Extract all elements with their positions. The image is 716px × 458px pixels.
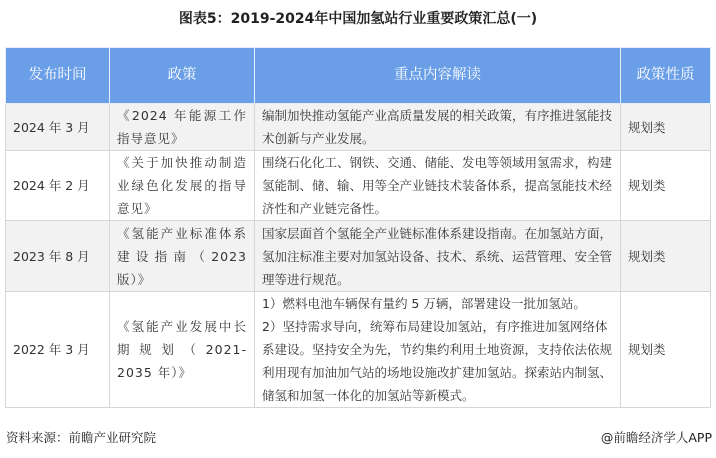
header-policy: 政策 <box>110 48 255 104</box>
cell-date: 2024 年 3 月 <box>6 104 110 151</box>
policy-table <box>5 47 711 408</box>
cell-type: 规划类 <box>621 292 711 408</box>
figure-title: 图表5：2019-2024年中国加氢站行业重要政策汇总(一) <box>178 11 538 27</box>
table-row <box>6 104 711 151</box>
header-content: 重点内容解读 <box>255 48 621 104</box>
cell-type: 规划类 <box>621 221 711 292</box>
cell-policy: 《2024 年能源工作指导意见》 <box>110 104 255 151</box>
cell-policy: 《氢能产业标准体系建设指南（2023 版）》 <box>110 221 255 292</box>
content-line: 2）坚持需求导向，统筹布局建设加氢站，有序推进加氢网络体系建设。坚持安全为先，节约集约利用土地资源，支持依法依规利用现有加油加气站的场地设施改扩建加氢站。探索站内制氢、储氢和加氢一体化的加氢站等新模式。 <box>262 319 613 403</box>
cell-date: 2024 年 2 月 <box>6 151 110 221</box>
table-row <box>6 221 711 292</box>
cell-type: 规划类 <box>621 104 711 151</box>
credit-note: @前瞻经济学人APP <box>600 430 712 445</box>
cell-content <box>255 292 621 408</box>
content-line: 1）燃料电池车辆保有量约 5 万辆，部署建设一批加氢站。 <box>262 296 586 311</box>
header-date: 发布时间 <box>6 48 110 104</box>
source-note: 资料来源：前瞻产业研究院 <box>6 430 157 445</box>
table-row <box>6 151 711 221</box>
cell-content: 编制加快推动氢能产业高质量发展的相关政策，有序推进氢能技术创新与产业发展。 <box>255 104 621 151</box>
table-row <box>6 292 711 408</box>
cell-date: 2022 年 3 月 <box>6 292 110 408</box>
cell-content: 围绕石化化工、钢铁、交通、储能、发电等领域用氢需求，构建氢能制、储、输、用等全产业链技术装备体系，提高氢能技术经济性和产业链完备性。 <box>255 151 621 221</box>
cell-date: 2023 年 8 月 <box>6 221 110 292</box>
cell-policy: 《氢能产业发展中长期规划（2021-2035 年）》 <box>110 292 255 408</box>
cell-type: 规划类 <box>621 151 711 221</box>
table-header-row <box>6 48 711 104</box>
cell-content: 国家层面首个氢能全产业链标准体系建设指南。在加氢站方面，氢加注标准主要对加氢站设备、技术、系统、运营管理、安全管理等进行规范。 <box>255 221 621 292</box>
header-type: 政策性质 <box>621 48 711 104</box>
cell-policy: 《关于加快推动制造业绿色化发展的指导意见》 <box>110 151 255 221</box>
